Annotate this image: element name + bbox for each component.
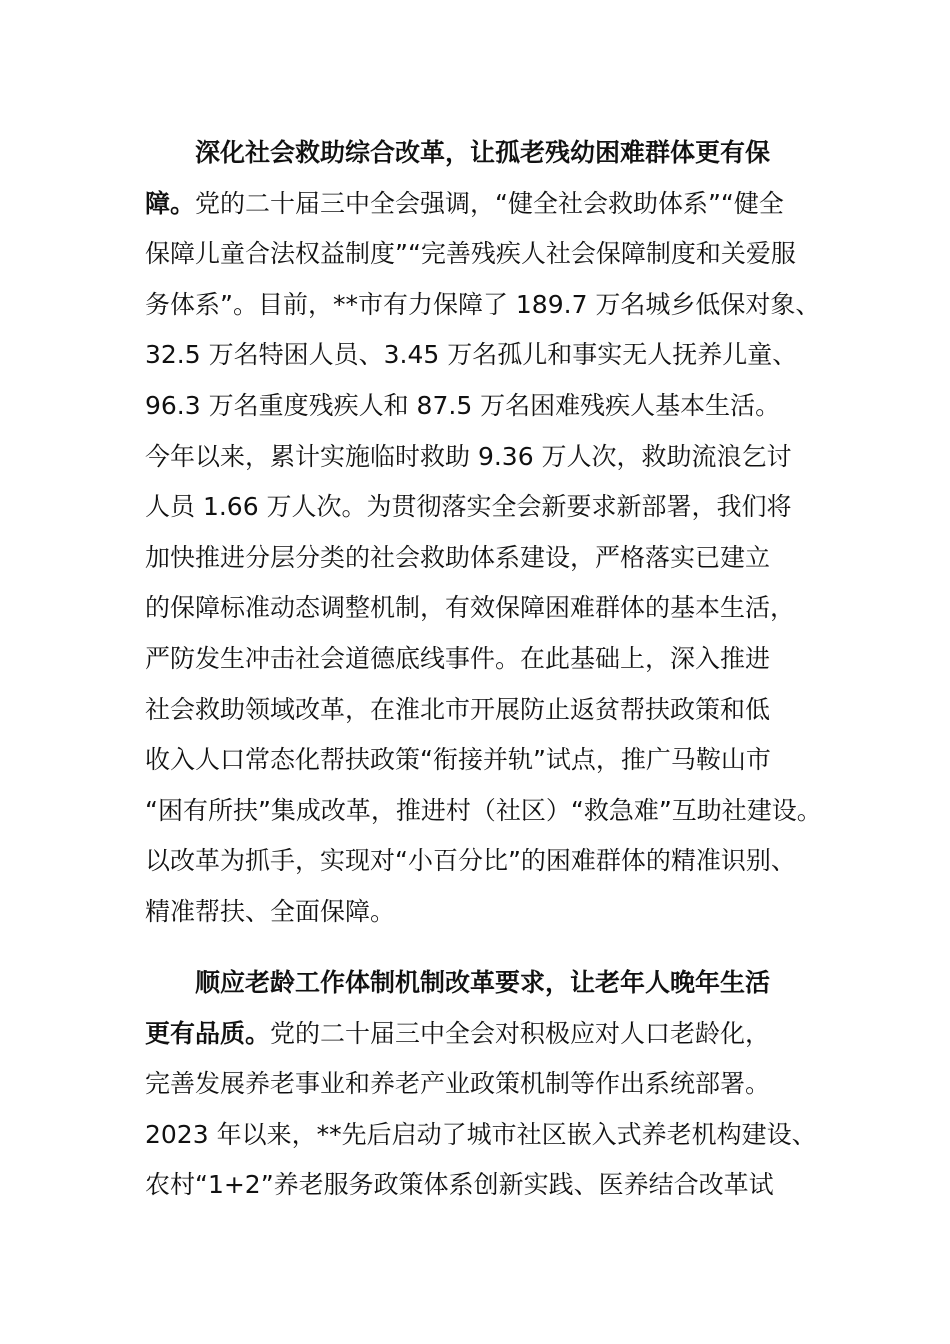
body-text: “困有所扶”集成改革，推进村（社区）“救急难”互助社建设。 (145, 795, 822, 825)
body-text: 收入人口常态化帮扶政策“衔接并轨”试点，推广马鞍山市 (145, 745, 771, 775)
body-text: 务体系”。目前，**市有力保障了 189.7 万名城乡低保对象、 (145, 289, 821, 319)
text-line (145, 288, 820, 322)
text-line (145, 187, 784, 221)
bold-lead-text: 障。 (145, 188, 196, 218)
text-line (145, 490, 792, 524)
body-text: 96.3 万名重度残疾人和 87.5 万名困难残疾人基本生活。 (145, 391, 781, 420)
body-text: 加快推进分层分类的社会救助体系建设，严格落实已建立 (145, 542, 771, 572)
body-text: 党的二十届三中全会对积极应对人口老龄化， (270, 1018, 771, 1048)
text-line (145, 844, 796, 878)
body-text: 党的二十届三中全会强调，“健全社会救助体系”“健全 (195, 188, 784, 218)
body-text: 的保障标准动态调整机制，有效保障困难群体的基本生活， (145, 593, 796, 623)
body-text: 今年以来，累计实施临时救助 9.36 万人次，救助流浪乞讨 (145, 441, 792, 471)
body-text: 人员 1.66 万人次。为贯彻落实全会新要求新部署，我们将 (145, 492, 792, 522)
text-line (145, 895, 395, 929)
text-line (145, 591, 795, 625)
body-text: 以改革为抓手，实现对“小百分比”的困难群体的精准识别、 (145, 846, 796, 876)
text-line (145, 1168, 774, 1202)
text-line (145, 693, 770, 727)
text-line (145, 541, 770, 575)
text-line (145, 389, 780, 423)
bold-lead-text: 顺应老龄工作体制机制改革要求，让老年人晚年生活 (195, 968, 771, 997)
text-line (195, 136, 770, 170)
text-line (145, 237, 796, 271)
text-line (145, 1118, 817, 1152)
body-text: 社会救助领域改革，在淮北市开展防止返贫帮扶政策和低 (145, 694, 771, 724)
bold-lead-text: 更有品质。 (145, 1018, 271, 1048)
text-line (145, 440, 792, 474)
text-line (145, 338, 797, 372)
text-line (145, 642, 770, 676)
text-line (145, 1067, 770, 1101)
text-line (145, 1017, 770, 1051)
body-text: 农村“1+2”养老服务政策体系创新实践、医养结合改革试 (145, 1170, 774, 1200)
body-text: 完善发展养老事业和养老产业政策机制等作出系统部署。 (145, 1069, 771, 1099)
text-line (145, 743, 771, 777)
text-line (145, 794, 822, 828)
body-text: 精准帮扶、全面保障。 (145, 897, 396, 926)
body-text: 保障儿童合法权益制度”“完善残疾人社会保障制度和关爱服 (145, 239, 796, 269)
body-text: 2023 年以来，**先后启动了城市社区嵌入式养老机构建设、 (145, 1119, 817, 1149)
bold-lead-text: 深化社会救助综合改革，让孤老残幼困难群体更有保 (195, 138, 771, 167)
body-text: 严防发生冲击社会道德底线事件。在此基础上，深入推进 (145, 644, 771, 673)
text-line (195, 966, 770, 1000)
body-text: 32.5 万名特困人员、3.45 万名孤儿和事实无人抚养儿童、 (145, 340, 798, 370)
